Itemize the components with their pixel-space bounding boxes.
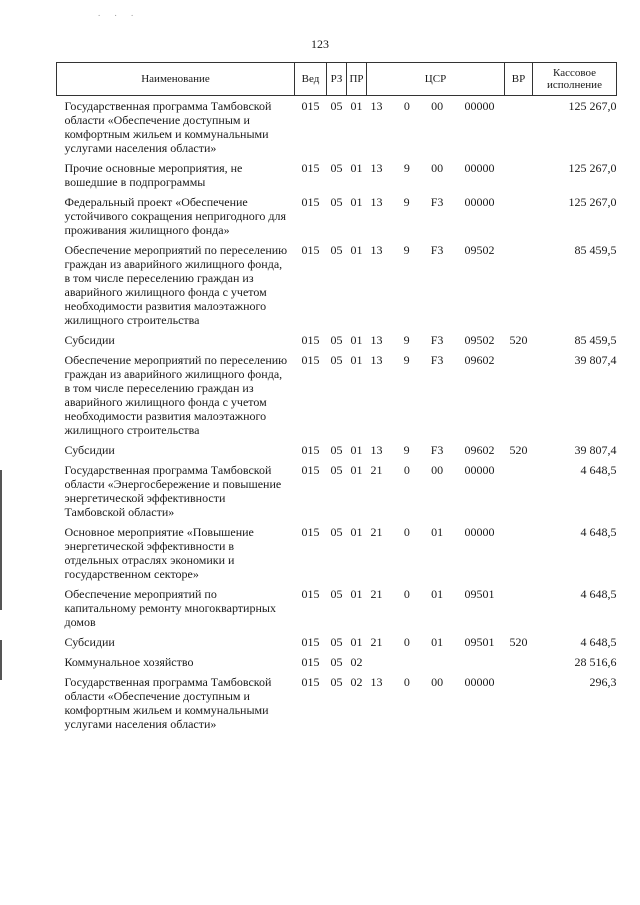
row-name: Обеспечение мероприятий по капитальному ремонту многоквартирных домов: [64, 587, 276, 629]
row-name: Государственная программа Тамбовской области «Энергосбережение и повышение энергетической эффективности Тамбовской области»: [64, 463, 282, 519]
row-rz: 05: [330, 99, 343, 113]
csr-part: F3: [430, 443, 444, 457]
csr-part: 21: [370, 463, 383, 477]
row-ved: 015: [301, 463, 320, 477]
row-rz: 05: [330, 161, 343, 175]
row-vr: 520: [509, 443, 528, 457]
row-rz: 05: [330, 443, 343, 457]
row-amount: 125 267,0: [568, 195, 617, 209]
row-csr: [367, 460, 505, 522]
header-ved: Вед: [295, 63, 327, 96]
row-ved: 015: [301, 525, 320, 539]
row-name: Субсидии: [64, 635, 115, 649]
table-row: [57, 192, 617, 240]
row-csr: [367, 672, 505, 734]
row-pr: 01: [350, 333, 363, 347]
header-name: Наименование: [57, 63, 295, 96]
row-name: Субсидии: [64, 443, 115, 457]
csr-code: [367, 587, 505, 601]
csr-code: [367, 353, 505, 367]
csr-part: 09502: [464, 333, 495, 347]
table-row: [57, 652, 617, 672]
csr-part: 09501: [464, 635, 495, 649]
csr-part: 09602: [464, 353, 495, 367]
row-amount: 4 648,5: [580, 525, 617, 539]
row-ved: 015: [301, 443, 320, 457]
row-amount: 4 648,5: [580, 635, 617, 649]
row-csr: [367, 240, 505, 330]
csr-part: 13: [370, 243, 383, 257]
row-name: Основное мероприятие «Повышение энергетической эффективности в отдельных отраслях экономики и государственном секторе»: [64, 525, 254, 581]
page-number: 123: [311, 37, 329, 51]
row-ved: 015: [301, 675, 320, 689]
row-name: Прочие основные мероприятия, не вошедшие в подпрограммы: [64, 161, 243, 189]
csr-part: 01: [431, 635, 444, 649]
csr-part: 00000: [464, 161, 495, 175]
csr-part: 0: [403, 525, 410, 539]
csr-part: 13: [370, 353, 383, 367]
row-amount: 125 267,0: [568, 99, 617, 113]
table-header-row: [57, 63, 617, 96]
csr-code: [367, 635, 505, 649]
row-ved: 015: [301, 99, 320, 113]
table-row: [57, 584, 617, 632]
table-row: [57, 632, 617, 652]
row-ved: 015: [301, 333, 320, 347]
csr-part: 9: [403, 333, 410, 347]
row-amount: 39 807,4: [574, 353, 617, 367]
row-ved: 015: [301, 655, 320, 669]
csr-part: 9: [403, 161, 410, 175]
row-name: Коммунальное хозяйство: [64, 655, 194, 669]
row-ved: 015: [301, 195, 320, 209]
row-pr: 01: [350, 99, 363, 113]
row-name: Федеральный проект «Обеспечение устойчивого сокращения непригодного для проживания жилищного фонда»: [64, 195, 287, 237]
row-amount: 296,3: [589, 675, 617, 689]
row-csr: [367, 192, 505, 240]
row-ved: 015: [301, 353, 320, 367]
table-row: [57, 522, 617, 584]
row-ved: 015: [301, 587, 320, 601]
table-row: [57, 330, 617, 350]
csr-part: 00: [431, 675, 444, 689]
csr-part: 00000: [464, 195, 495, 209]
row-amount: 85 459,5: [574, 333, 617, 347]
row-pr: 01: [350, 243, 363, 257]
row-vr: [505, 584, 533, 632]
csr-part: 00000: [464, 99, 495, 113]
row-amount: 28 516,6: [574, 655, 617, 669]
header-csr: ЦСР: [367, 63, 505, 96]
row-rz: 05: [330, 195, 343, 209]
csr-part: 13: [370, 333, 383, 347]
csr-part: 00: [431, 161, 444, 175]
row-csr: [367, 652, 505, 672]
row-csr: [367, 632, 505, 652]
row-amount: 4 648,5: [580, 587, 617, 601]
row-name: Государственная программа Тамбовской области «Обеспечение доступным и комфортным жильем и коммунальными услугами населения области»: [64, 99, 272, 155]
csr-part: 13: [370, 443, 383, 457]
row-amount: 39 807,4: [574, 443, 617, 457]
row-rz: 05: [330, 525, 343, 539]
scan-noise: . . .: [98, 8, 140, 18]
csr-part: 9: [403, 353, 410, 367]
csr-part: 09501: [464, 587, 495, 601]
csr-part: 00000: [464, 675, 495, 689]
row-rz: 05: [330, 353, 343, 367]
csr-code: [367, 525, 505, 539]
table-row: [57, 460, 617, 522]
table-row: [57, 440, 617, 460]
row-ved: 015: [301, 243, 320, 257]
header-vr: ВР: [505, 63, 533, 96]
row-name: Государственная программа Тамбовской области «Обеспечение доступным и комфортным жильем и коммунальными услугами населения области»: [64, 675, 272, 731]
csr-part: 9: [403, 243, 410, 257]
row-name: Субсидии: [64, 333, 115, 347]
row-rz: 05: [330, 587, 343, 601]
row-ved: 015: [301, 635, 320, 649]
row-csr: [367, 96, 505, 159]
row-csr: [367, 440, 505, 460]
csr-part: F3: [430, 333, 444, 347]
csr-part: 21: [370, 635, 383, 649]
row-pr: 01: [350, 525, 363, 539]
row-amount: 85 459,5: [574, 243, 617, 257]
csr-part: 00000: [464, 463, 495, 477]
row-pr: 01: [350, 161, 363, 175]
csr-part: 0: [403, 463, 410, 477]
row-vr: 520: [509, 333, 528, 347]
table-row: [57, 672, 617, 734]
csr-part: 0: [403, 99, 410, 113]
csr-part: 13: [370, 161, 383, 175]
row-pr: 01: [350, 635, 363, 649]
table-row: [57, 158, 617, 192]
row-vr: [505, 96, 533, 159]
csr-part: 01: [431, 525, 444, 539]
row-csr: [367, 584, 505, 632]
row-vr: [505, 240, 533, 330]
csr-part: 00000: [464, 525, 495, 539]
row-pr: 01: [350, 443, 363, 457]
header-rz: РЗ: [327, 63, 347, 96]
table-body: [57, 96, 617, 735]
table-row: [57, 96, 617, 159]
row-pr: 02: [350, 655, 363, 669]
header-pr: ПР: [347, 63, 367, 96]
csr-part: 13: [370, 99, 383, 113]
table-row: [57, 350, 617, 440]
row-rz: 05: [330, 463, 343, 477]
csr-code: [367, 161, 505, 175]
csr-part: 9: [403, 443, 410, 457]
csr-part: 9: [403, 195, 410, 209]
budget-table: [56, 62, 617, 734]
row-vr: [505, 158, 533, 192]
row-pr: 01: [350, 195, 363, 209]
row-vr: [505, 672, 533, 734]
table-row: [57, 240, 617, 330]
row-vr: [505, 460, 533, 522]
csr-part: F3: [430, 195, 444, 209]
csr-part: 09502: [464, 243, 495, 257]
csr-code: [367, 243, 505, 257]
csr-code: [367, 463, 505, 477]
csr-part: F3: [430, 243, 444, 257]
row-rz: 05: [330, 635, 343, 649]
row-name: Обеспечение мероприятий по переселению граждан из аварийного жилищного фонда, в том числе переселению граждан из аварийного жилищного фонда с учетом необходимости развития малоэтажного жилищного строительства: [64, 243, 288, 327]
row-pr: 02: [350, 675, 363, 689]
header-amount: Кассовое исполнение: [533, 63, 617, 96]
csr-code: [367, 333, 505, 347]
row-vr: [505, 522, 533, 584]
row-vr: [505, 652, 533, 672]
row-rz: 05: [330, 333, 343, 347]
row-csr: [367, 350, 505, 440]
csr-part: 0: [403, 675, 410, 689]
csr-code: [367, 99, 505, 113]
csr-part: 00: [431, 99, 444, 113]
scan-edge-mark: [0, 470, 2, 610]
row-amount: 125 267,0: [568, 161, 617, 175]
csr-part: 21: [370, 525, 383, 539]
csr-part: 00: [431, 463, 444, 477]
row-csr: [367, 158, 505, 192]
row-amount: 4 648,5: [580, 463, 617, 477]
row-pr: 01: [350, 463, 363, 477]
csr-code: [367, 443, 505, 457]
row-rz: 05: [330, 243, 343, 257]
scan-edge-mark: [0, 640, 2, 680]
csr-part: 0: [403, 635, 410, 649]
row-ved: 015: [301, 161, 320, 175]
row-rz: 05: [330, 655, 343, 669]
csr-part: 0: [403, 587, 410, 601]
row-csr: [367, 522, 505, 584]
csr-code: [367, 195, 505, 209]
row-vr: [505, 192, 533, 240]
csr-part: 09602: [464, 443, 495, 457]
csr-part: F3: [430, 353, 444, 367]
row-csr: [367, 330, 505, 350]
row-rz: 05: [330, 675, 343, 689]
row-name: Обеспечение мероприятий по переселению граждан из аварийного жилищного фонда, в том числе переселению граждан из аварийного жилищного фонда с учетом необходимости развития малоэтажного жилищного строительства: [64, 353, 288, 437]
csr-part: 13: [370, 195, 383, 209]
row-pr: 01: [350, 353, 363, 367]
row-vr: [505, 350, 533, 440]
csr-part: 21: [370, 587, 383, 601]
csr-part: 13: [370, 675, 383, 689]
csr-code: [367, 675, 505, 689]
csr-part: 01: [431, 587, 444, 601]
row-pr: 01: [350, 587, 363, 601]
row-vr: 520: [509, 635, 528, 649]
